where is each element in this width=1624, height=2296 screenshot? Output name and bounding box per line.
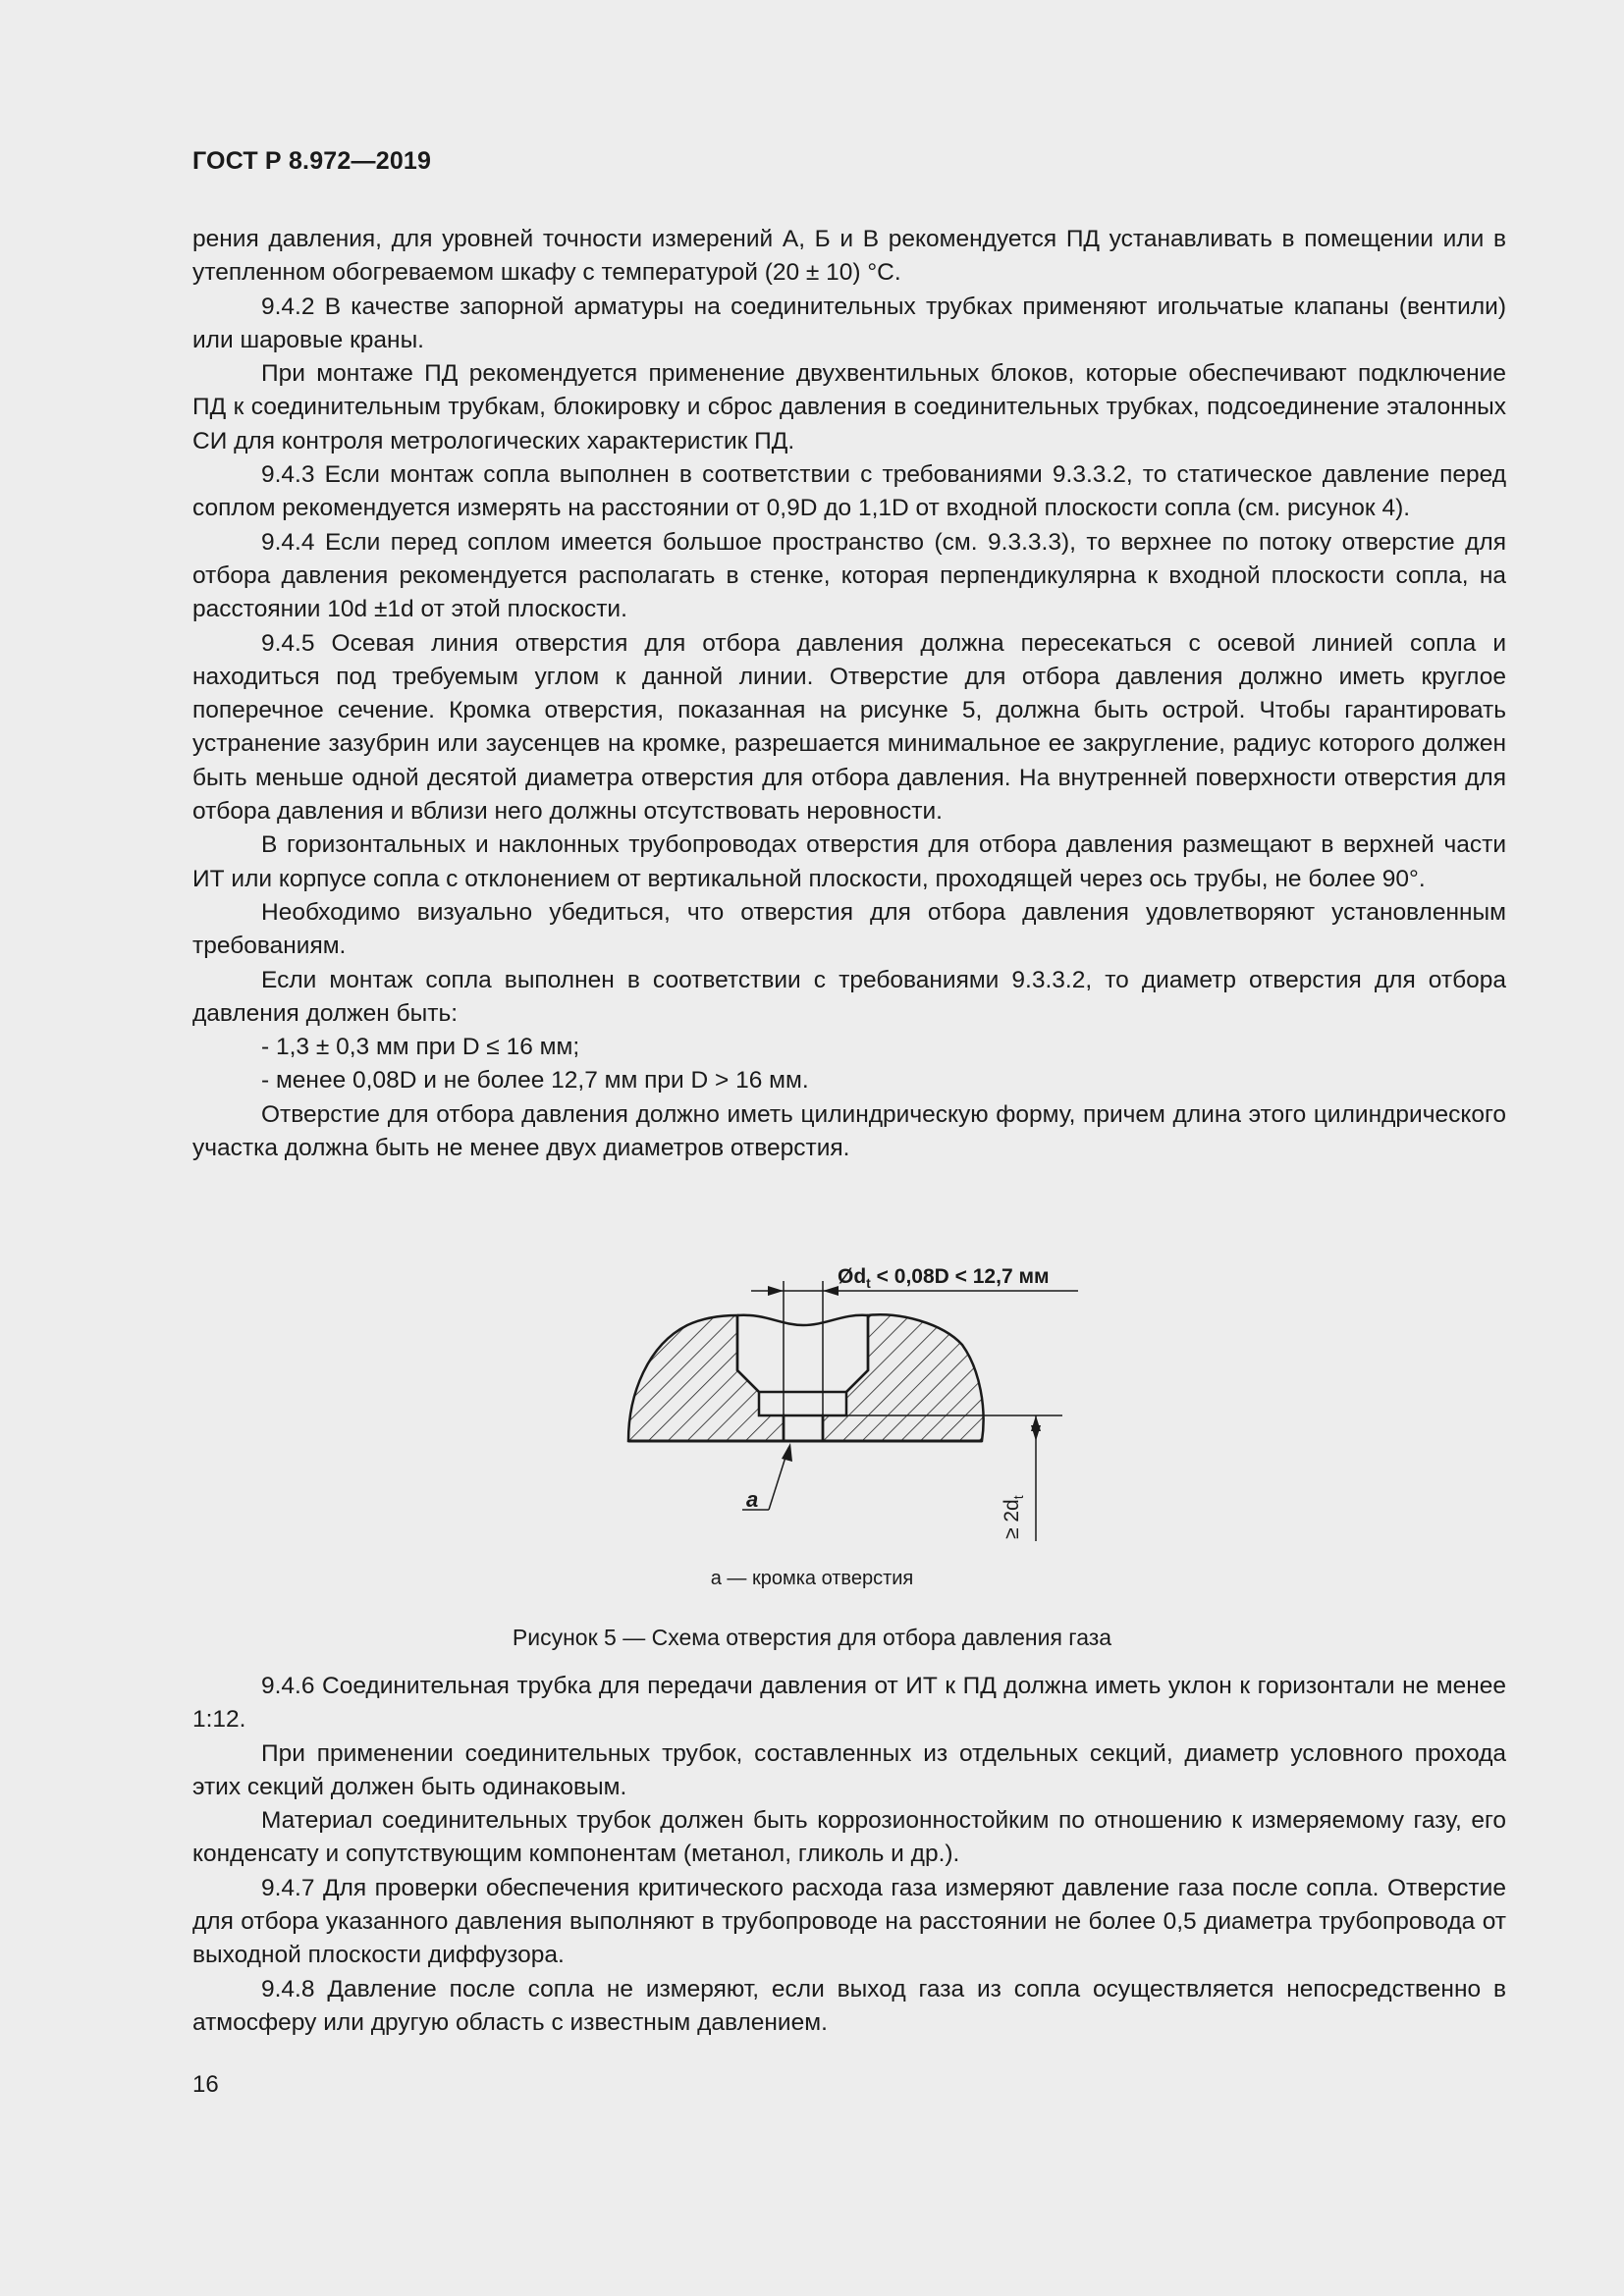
paragraph: Если монтаж сопла выполнен в соответствии с требованиями 9.3.3.2, то диаметр отверстия для отбора давления должен быть:	[192, 966, 1506, 1027]
figure-caption: Рисунок 5 — Схема отверстия для отбора давления газа	[512, 1625, 1112, 1650]
edge-marker-a: a	[746, 1487, 759, 1512]
paragraph: 9.4.5 Осевая линия отверстия для отбора давления должна пересекаться с осевой линией сопла и находиться под требуемым углом к данной линии. Отверстие для отбора давления должно иметь круглое поперечное сечение. Кромка отверстия, показанная на рисунке 5, должна быть острой. Чтобы гарантировать устранение зазубрин или заусенцев на кромке, разрешается минимальное ее закругление, радиус которого должен быть меньше одной десятой диаметра отверстия для отбора давления. На внутренней поверхности отверстия для отбора давления и вблизи него должны отсутствовать неровности.	[192, 629, 1506, 826]
edge-leader-arrow	[782, 1443, 792, 1462]
paragraph: При монтаже ПД рекомендуется применение двухвентильных блоков, которые обеспечивают подключение ПД к соединительным трубкам, блокировку и сброс давления в соединительных трубках, подсоединение эталонных СИ для контроля метрологических характеристик ПД.	[192, 360, 1506, 454]
text-block-bottom	[192, 1670, 1506, 2040]
top-surface-dip	[737, 1315, 868, 1325]
dim-arrow-left	[768, 1286, 784, 1296]
depth-label: ≥ $2d_t$	[1001, 1495, 1026, 1539]
text-block-top	[192, 223, 1506, 1165]
page-number: 16	[192, 2071, 219, 2098]
list-item: - 1,3 ± 0,3 мм при D ≤ 16 мм;	[261, 1034, 580, 1061]
bore-outline	[784, 1415, 823, 1441]
dim-label-dt: $Ød_t < 0,08D < 12,7$ мм	[838, 1265, 1050, 1291]
paragraph: 9.4.3 Если монтаж сопла выполнен в соответствии с требованиями 9.3.3.2, то статическое давление перед соплом рекомендуется измерять на расстоянии от 0,9D до 1,1D от входной плоскости сопла (см. рисунок 4).	[192, 461, 1506, 522]
paragraph: В горизонтальных и наклонных трубопроводах отверстия для отбора давления размещают в верхней части ИТ или корпусе сопла с отклонением от вертикальной плоскости, проходящей через ось трубы, не более 90°.	[192, 831, 1506, 892]
paragraph: 9.4.8 Давление после сопла не измеряют, если выход газа из сопла осуществляется непосредственно в атмосферу или другую область с известным давлением.	[192, 1975, 1506, 2036]
body-section-left	[628, 1315, 784, 1441]
depth-arrow-bottom	[1031, 1425, 1041, 1441]
dim-arrow-right	[823, 1286, 839, 1296]
figure-note: а — кромка отверстия	[710, 1568, 914, 1589]
document-header: ГОСТ Р 8.972—2019	[192, 147, 432, 175]
paragraph: Необходимо визуально убедиться, что отверстия для отбора давления удовлетворяют установленным требованиям.	[192, 898, 1506, 960]
paragraph: Отверстие для отбора давления должно иметь цилиндрическую форму, причем длина этого цилиндрического участка должна быть не менее двух диаметров отверстия.	[192, 1100, 1506, 1162]
paragraph: 9.4.2 В качестве запорной арматуры на соединительных трубках применяют игольчатые клапаны (вентили) или шаровые краны.	[192, 293, 1506, 353]
figure-pressure-tap	[609, 1247, 1100, 1600]
paragraph: 9.4.6 Соединительная трубка для передачи давления от ИТ к ПД должна иметь уклон к горизонтали не менее 1:12.	[192, 1673, 1506, 1734]
paragraph: 9.4.4 Если перед соплом имеется большое пространство (см. 9.3.3.3), то верхнее по потоку отверстие для отбора давления рекомендуется располагать в стенке, которая перпендикулярна к входной плоскости сопла, на расстоянии 10d ±1d от этой плоскости.	[192, 528, 1506, 623]
paragraph: При применении соединительных трубок, составленных из отдельных секций, диаметр условного прохода этих секций должен быть одинаковым.	[192, 1739, 1506, 1800]
hole-outline	[737, 1315, 868, 1392]
paragraph: Материал соединительных трубок должен быть коррозионностойким по отношению к измеряемому газу, его конденсату и сопутствующим компонентам (метанол, гликоль и др.).	[192, 1807, 1506, 1868]
paragraph: 9.4.7 Для проверки обеспечения критического расхода газа измеряют давление газа после сопла. Отверстие для отбора указанного давления выполняют в трубопроводе на расстоянии не более 0,5 диаметра трубопровода от выходной плоскости диффузора.	[192, 1874, 1506, 1969]
body-section-right	[823, 1314, 984, 1441]
list-item: - менее 0,08D и не более 12,7 мм при D > 16 мм.	[261, 1067, 809, 1095]
paragraph: рения давления, для уровней точности измерений А, Б и В рекомендуется ПД устанавливать в помещении или в утепленном обогреваемом шкафу с температурой (20 ± 10) °С.	[192, 226, 1506, 287]
